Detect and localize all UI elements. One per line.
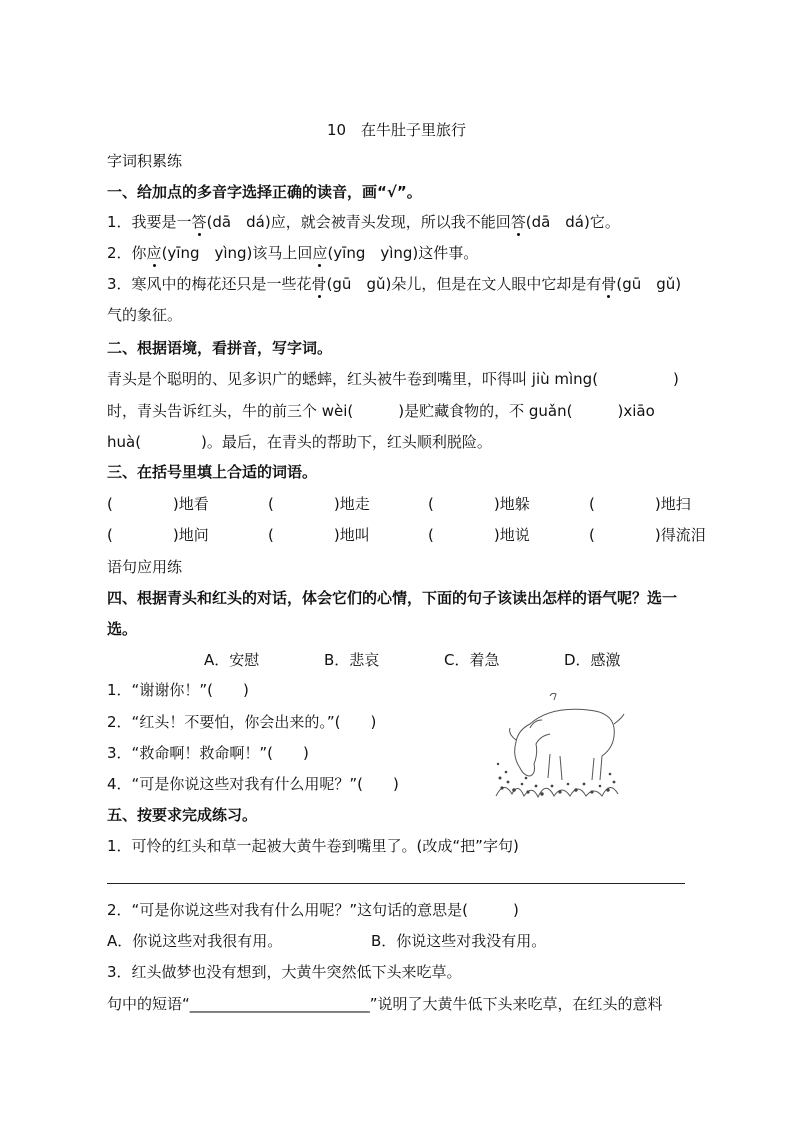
fill-blank-cell[interactable]: ( )地躲 [428,495,530,513]
question-4-item-4: 4．“可是你说这些对我有什么用呢？”( ) [107,775,399,793]
question-1-item-3 [107,274,681,294]
dotted-char: 答 [510,213,526,231]
fill-blank-cell[interactable]: ( )地扫 [589,495,691,513]
fill-blank-cell[interactable]: ( )地说 [428,526,530,544]
q1-item1-text-b: (dā dá)应，就会被青头发现，所以我不能回 [206,213,511,231]
question-1-item-1 [107,212,620,232]
question-5-item-1: 1．可怜的红头和草一起被大黄牛卷到嘴里了。(改成“把”字句) [107,837,519,855]
dotted-char: 骨 [601,275,617,293]
q1-item3-text-c: (gū gǔ) [616,275,682,293]
q1-item2-text-a: 2．你 [107,244,147,262]
q1-item3-text-b: (gū gǔ)朵儿，但是在文人眼中它却是有 [326,275,602,293]
option-b: B．悲哀 [324,651,380,669]
fill-blank-cell[interactable]: ( )地看 [107,495,209,513]
question-3-heading: 三、在括号里填上合适的词语。 [107,463,318,481]
question-2-line-1: 青头是个聪明的、见多识广的蟋蟀，红头被牛卷到嘴里，吓得叫 jiù mìng( ) [107,370,679,388]
answer-line[interactable] [107,883,685,884]
q1-item2-text-b: (yīng yìng)该马上回 [161,244,313,262]
question-5-heading: 五、按要求完成练习。 [107,806,258,824]
q1-item1-text-c: (dā dá)它。 [525,213,620,231]
cow-grazing-illustration-icon [490,684,630,802]
section-heading-vocabulary: 字词积累练 [107,152,183,170]
question-2-line-3: huà( )。最后，在青头的帮助下，红头顺利脱险。 [107,433,492,451]
dotted-char: 答 [191,213,207,231]
question-5-item-3: 3．红头做梦也没有想到，大黄牛突然低下头来吃草。 [107,963,462,981]
q1-item1-text-a: 1．我要是一 [107,213,192,231]
section-heading-sentence-practice: 语句应用练 [107,558,183,576]
question-4-heading: 四、根据青头和红头的对话，体会它们的心情，下面的句子该读出怎样的语气呢？选一 [107,589,678,607]
page-title: 10 在牛肚子里旅行 [326,121,467,139]
question-1-heading: 一、给加点的多音字选择正确的读音，画“√”。 [107,183,422,201]
fill-blank-cell[interactable]: ( )地叫 [268,526,370,544]
question-5-item-2: 2．“可是你说这些对我有什么用呢？”这句话的意思是( ) [107,901,519,919]
question-1-item-2 [107,243,478,263]
question-4-heading-continued: 选。 [107,620,138,638]
question-2-line-2: 时，青头告诉红头，牛的前三个 wèi( )是贮藏食物的，不 guǎn( )xiāo [107,402,655,420]
question-5-option-a: A．你说这些对我很有用。 [107,932,283,950]
q1-item2-text-c: (yīng yìng)这件事。 [327,244,479,262]
question-4-item-1: 1．“谢谢你！”( ) [107,681,249,699]
option-a: A．安慰 [204,651,260,669]
question-1-item-3-continued: 气的象征。 [107,306,183,324]
question-4-item-3: 3．“救命啊！救命啊！”( ) [107,744,309,762]
fill-blank-cell[interactable]: ( )地走 [268,495,370,513]
question-5-option-b: B．你说这些对我没有用。 [371,932,547,950]
fill-blank-cell[interactable]: ( )地问 [107,526,209,544]
question-5-item-3-blank-line: 句中的短语“________________________”说明了大黄牛低下头来吃草，在红头的意料 [107,995,663,1013]
dotted-char: 应 [312,244,328,262]
question-2-heading: 二、根据语境，看拼音，写字词。 [107,339,333,357]
question-4-item-2: 2．“红头！不要怕，你会出来的。”( ) [107,713,377,731]
option-c: C．着急 [444,651,500,669]
q1-item3-text-a: 3．寒风中的梅花还只是一些花 [107,275,312,293]
dotted-char: 应 [146,244,162,262]
fill-blank-cell[interactable]: ( )得流泪 [589,526,706,544]
option-d: D．感激 [564,651,621,669]
dotted-char: 骨 [311,275,327,293]
